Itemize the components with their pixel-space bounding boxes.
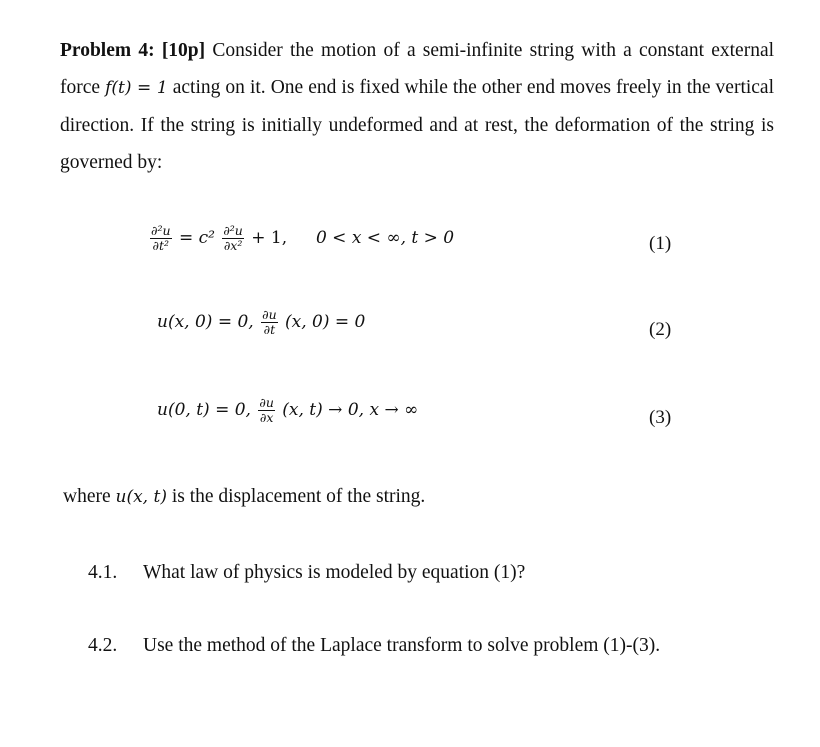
- where-sentence: [63, 486, 425, 508]
- eq2-right: (x, 0) = 0: [285, 312, 366, 332]
- equation-2-number: (2): [649, 319, 672, 340]
- equation-1: [148, 224, 454, 253]
- where-prefix: where: [63, 486, 111, 507]
- question-text: Use the method of the Laplace transform to solve problem (1)-(3).: [143, 635, 661, 656]
- equation-3-number: (3): [649, 407, 672, 428]
- equation-2: [157, 308, 365, 337]
- question-4-1: [88, 562, 525, 584]
- eq1-rhs-denominator: ∂x²: [223, 238, 243, 253]
- eq2-fraction: [261, 308, 278, 337]
- eq1-lhs-numerator: ∂²u: [151, 223, 171, 238]
- eq2-denominator: ∂t: [263, 322, 276, 337]
- question-4-2: [88, 635, 660, 657]
- eq1-lhs-fraction: [150, 224, 172, 253]
- eq3-fraction: [258, 396, 275, 425]
- eq1-mid: = c²: [178, 228, 215, 248]
- eq2-numerator: ∂u: [262, 307, 277, 322]
- where-suffix: is the displacement of the string.: [171, 486, 426, 507]
- problem-text-part1: Consider the motion of a semi-infinite string with a constant external force: [60, 40, 775, 98]
- equation-3: [157, 396, 418, 425]
- force-expression: f(t) = 1: [105, 78, 168, 98]
- eq3-right: (x, t) → 0, x → ∞: [282, 400, 419, 420]
- where-expression: u(x, t): [115, 487, 167, 507]
- eq2-left: u(x, 0) = 0,: [157, 312, 254, 332]
- eq3-denominator: ∂x: [259, 410, 274, 425]
- equation-1-number: (1): [649, 233, 672, 254]
- eq1-rhs-fraction: [222, 224, 244, 253]
- problem-text-part2: acting on it. One end is fixed while the other end moves freely in the vertical direction. If the string is initially undeformed and at rest, the deformation of the string is governed by:: [60, 77, 775, 173]
- problem-points: [10p]: [161, 40, 206, 61]
- problem-statement: [60, 32, 774, 181]
- question-number: 4.2.: [88, 635, 118, 656]
- problem-label: Problem 4:: [60, 40, 155, 61]
- eq1-lhs-denominator: ∂t²: [152, 238, 170, 253]
- question-number: 4.1.: [88, 562, 118, 583]
- eq3-left: u(0, t) = 0,: [157, 400, 251, 420]
- eq1-rhs-numerator: ∂²u: [223, 223, 243, 238]
- eq1-tail: + 1,: [251, 228, 288, 248]
- question-text: What law of physics is modeled by equation (1)?: [143, 562, 526, 583]
- eq3-numerator: ∂u: [259, 395, 274, 410]
- eq1-domain: 0 < x < ∞, t > 0: [315, 228, 455, 248]
